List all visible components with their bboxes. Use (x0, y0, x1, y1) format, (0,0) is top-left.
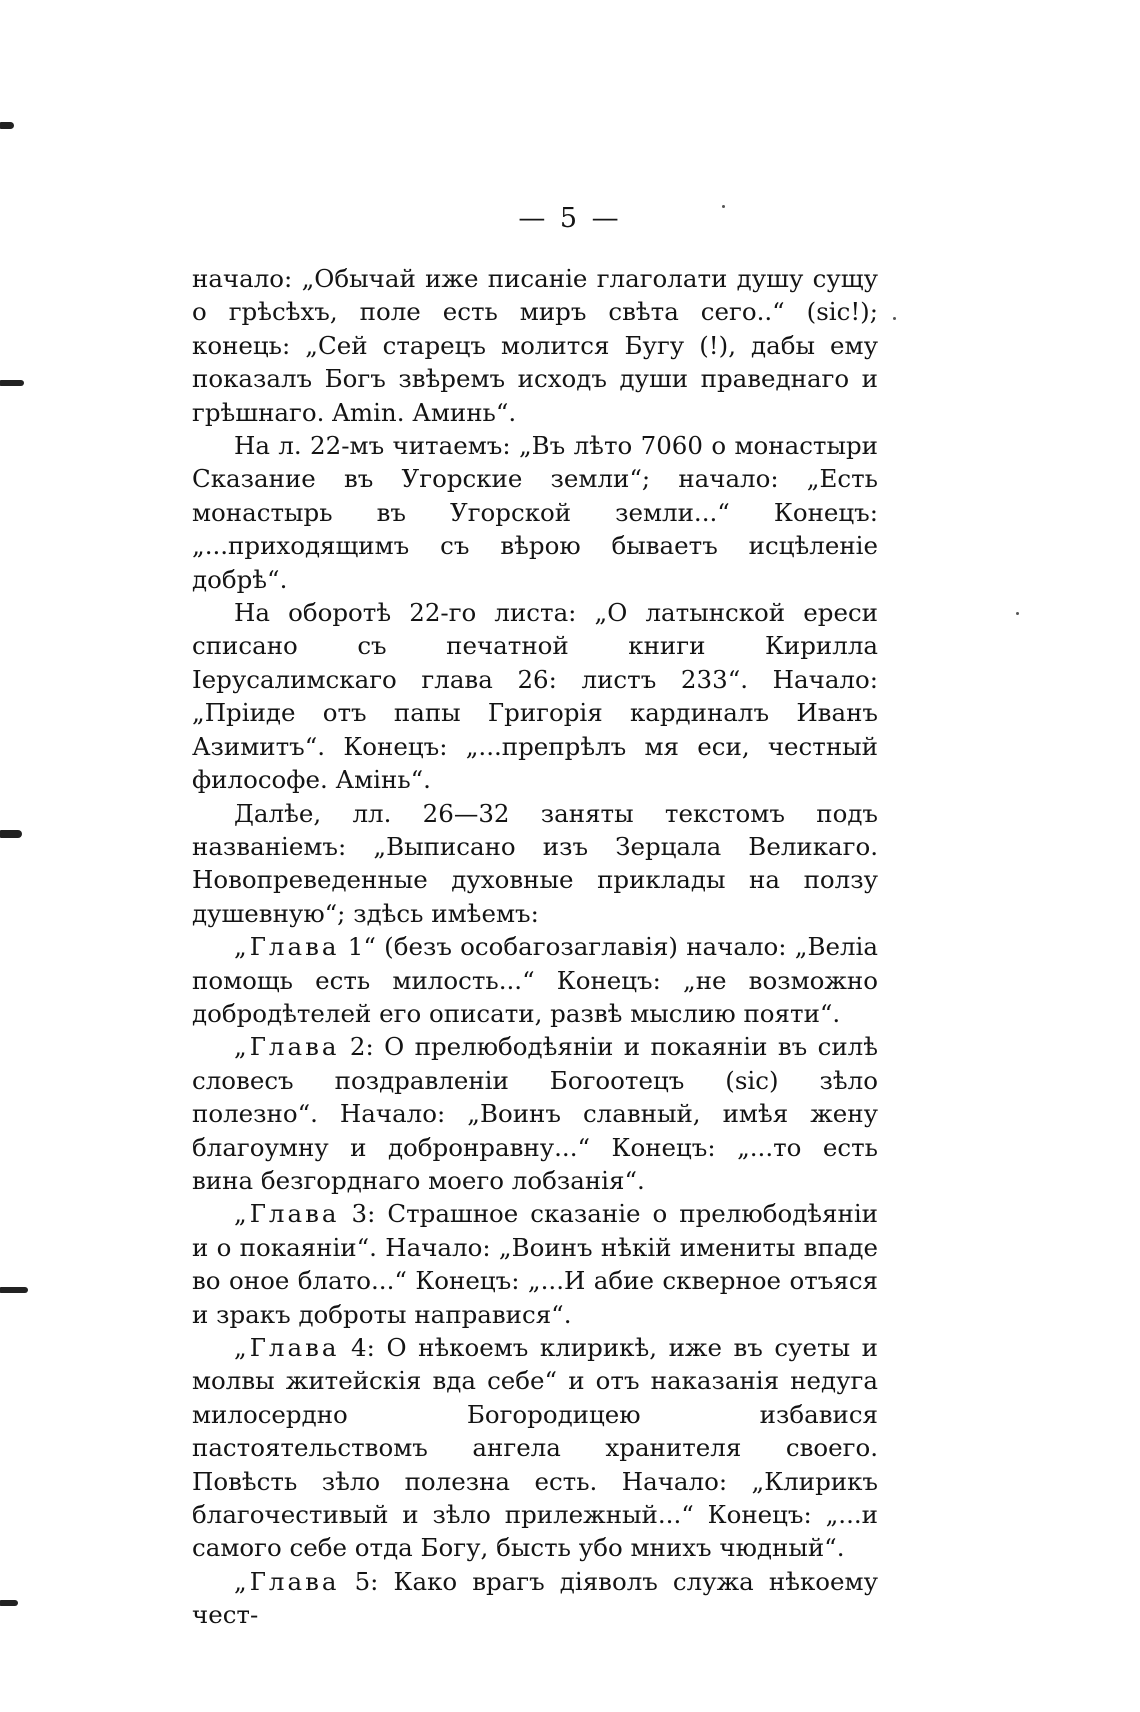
chapter-label: „Глава (234, 1566, 340, 1596)
margin-mark (0, 830, 22, 838)
chapter-label: „Глава (234, 1032, 340, 1062)
margin-mark (0, 1287, 28, 1293)
chapter-label: „Глава (234, 932, 340, 962)
chapter-text: 5: Како врагъ діяволъ служа нѣкоему чест- (192, 1566, 878, 1630)
chapter-label: „Глава (234, 1199, 340, 1229)
paragraph-chapter-2 (192, 1030, 878, 1197)
paragraph-chapter-5 (192, 1565, 878, 1632)
speck (893, 317, 896, 320)
paragraph-chapter-3 (192, 1197, 878, 1331)
page-number: — 5 — (518, 203, 622, 234)
paragraph-chapter-4 (192, 1331, 878, 1565)
paragraph: На л. 22-мъ читаемъ: „Въ лѣто 7060 о монастыри Сказание въ Угорские земли“; начало: „Есть монастырь въ Угорской земли...“ Конецъ: „...приходящимъ съ вѣрою бываетъ исцѣленіе добрѣ“. (192, 431, 878, 594)
paragraph: Далѣе, лл. 26—32 заняты текстомъ подъ названіемъ: „Выписано изъ Зерцала Великаго. Новопреведенные духовные приклады на ползу душевную“; здѣсь имѣемъ: (192, 798, 878, 928)
chapter-text: 3: Страшное сказаніе о прелюбодѣяніи и о покаяніи“. Начало: „Воинъ нѣкій имениты впаде во оное блато...“ Конецъ: „...И абие скверное отъяся и зракъ доброты направися“. (192, 1199, 878, 1329)
chapter-text: 2: О прелюбодѣяніи и покаяніи въ силѣ словесъ поздравленіи Богоотецъ (sic) зѣло полезно“. Начало: „Воинъ славный, имѣя жену благоумну и добронравну...“ Конецъ: „...то есть вина безгорднаго моего лобзанія“. (192, 1032, 878, 1195)
margin-mark (0, 122, 14, 129)
chapter-text: 4: О нѣкоемъ клирикѣ, иже въ суеты и молвы житейскія вда себе“ и отъ наказанія недуга милосердно Богородицею избавися пастоятельствомъ ангела хранителя своего. Повѣсть зѣло полезна есть. Начало: „Клирикъ благочестивый и зѣло прилежный...“ Конецъ: „...и самого себе отда Богу, бысть убо мнихъ чюдный“. (192, 1333, 878, 1563)
chapter-label: „Глава (234, 1333, 340, 1362)
margin-mark (0, 380, 24, 386)
paragraph-chapter-1 (192, 930, 878, 1030)
paragraph: начало: „Обычай иже писаніе глаголати душу сущу о грѣсѣхъ, поле есть миръ свѣта сего..“ (sic!); конець: „Сей старецъ молится Бугу (!), дабы ему показалъ Богъ звѣремъ исходъ души праведнаго и грѣшнаго. Amin. Аминь“. (192, 264, 878, 427)
paragraph: На оборотѣ 22-го листа: „О латынской ереси списано съ печатной книги Кирилла Іерусалимскаго глава 26: листъ 233“. Начало: „Пріиде отъ папы Григорія кардиналъ Иванъ Азимитъ“. Конецъ: „...препрѣлъ мя еси, честный философе. Амінь“. (192, 598, 878, 795)
body-text (192, 262, 878, 1632)
chapter-text: 1“ (безъ особагозаглавія) начало: „Веліа помощь есть милость...“ Конецъ: „не возможно добродѣтелей его описати, развѣ мыслию пояти“. (192, 932, 878, 1028)
speck (1016, 612, 1019, 615)
margin-mark (0, 1600, 18, 1606)
